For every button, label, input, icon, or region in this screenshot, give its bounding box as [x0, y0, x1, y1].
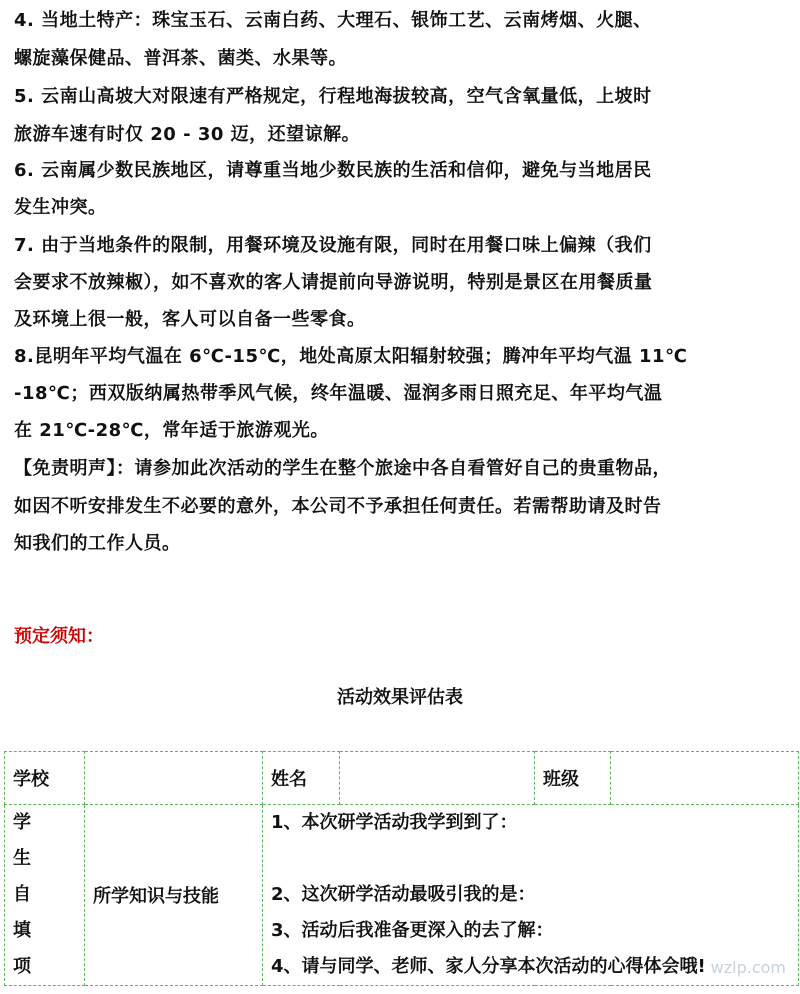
vertical-char: 生: [13, 848, 31, 869]
note-line: 发生冲突。: [14, 197, 107, 218]
vertical-char: 学: [13, 812, 31, 833]
note-line: 5. 云南山高坡大对限速有严格规定，行程地海拔较高，空气含氧量低，上坡时: [14, 86, 652, 107]
note-line: 4. 当地土特产：珠宝玉石、云南白药、大理石、银饰工艺、云南烤烟、火腿、: [14, 10, 652, 31]
question-item: 4、请与同学、老师、家人分享本次活动的心得体会哦!: [271, 956, 706, 977]
note-line: 8.昆明年平均气温在 6℃-15℃，地处高原太阳辐射较强；腾冲年平均气温 11℃: [14, 346, 688, 367]
note-line: 螺旋藻保健品、普洱茶、菌类、水果等。: [14, 48, 347, 69]
school-field: [85, 752, 263, 805]
class-label: 班级: [535, 752, 611, 805]
school-label: 学校: [5, 752, 85, 805]
table-body-row: [5, 805, 799, 986]
vertical-char: 填: [13, 920, 31, 941]
question-item: 3、活动后我准备更深入的去了解：: [271, 920, 554, 941]
note-line: 在 21℃-28℃，常年适于旅游观光。: [14, 420, 329, 441]
question-spacer: [271, 841, 790, 877]
watermark: wzlp.com: [710, 958, 786, 977]
question-item: 1、本次研学活动我学到到了：: [271, 812, 518, 833]
evaluation-table: [4, 751, 799, 986]
note-line: 6. 云南属少数民族地区，请尊重当地少数民族的生活和信仰，避免与当地居民: [14, 160, 652, 181]
booking-notice-heading: 预定须知：: [14, 626, 104, 647]
note-line: 7. 由于当地条件的限制，用餐环境及设施有限，同时在用餐口味上偏辣（我们: [14, 235, 652, 256]
name-field: [340, 752, 535, 805]
student-fill-label: [5, 805, 85, 986]
question-item: 2、这次研学活动最吸引我的是：: [271, 884, 536, 905]
note-line: 及环境上很一般，客人可以自备一些零食。: [14, 309, 366, 330]
disclaimer-line: 知我们的工作人员。: [14, 533, 181, 554]
table-header-row: [5, 752, 799, 805]
vertical-char: 项: [13, 956, 31, 977]
name-label: 姓名: [263, 752, 340, 805]
disclaimer-line: 【免责明声】：请参加此次活动的学生在整个旅途中各自看管好自己的贵重物品，: [14, 458, 671, 479]
disclaimer-line: 如因不听安排发生不必要的意外，本公司不予承担任何责任。若需帮助请及时告: [14, 496, 662, 517]
note-line: 会要求不放辣椒），如不喜欢的客人请提前向导游说明，特别是景区在用餐质量: [14, 272, 653, 293]
note-line: 旅游车速有时仅 20 - 30 迈，还望谅解。: [14, 124, 361, 145]
class-field: [611, 752, 799, 805]
vertical-char: 自: [13, 884, 31, 905]
table-title: 活动效果评估表: [337, 687, 463, 708]
section-label: 所学知识与技能: [85, 805, 263, 986]
note-line: -18℃；西双版纳属热带季风气候，终年温暖、湿润多雨日照充足、年平均气温: [14, 383, 663, 404]
